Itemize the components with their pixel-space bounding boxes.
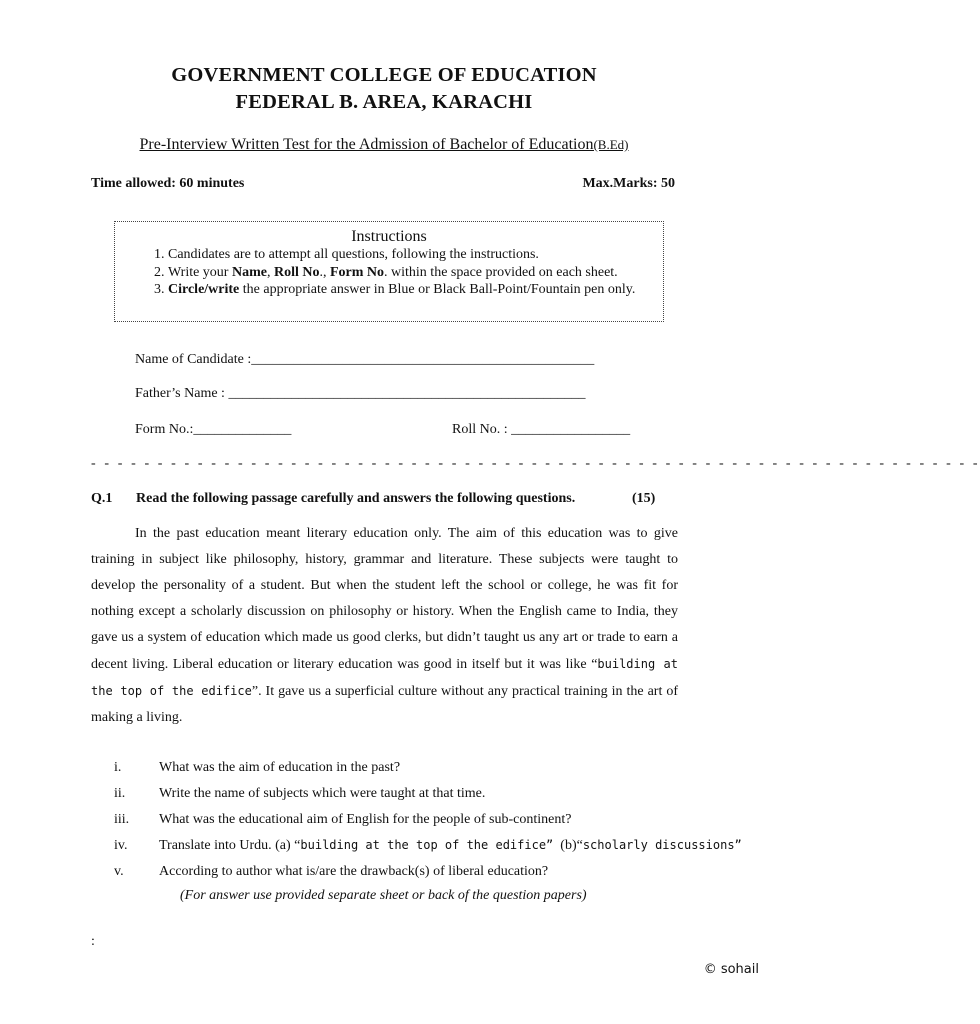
sub-question-quote: scholarly discussions” [582, 838, 742, 852]
copyright-mark: © sohail [703, 962, 759, 977]
reading-passage [91, 521, 678, 731]
sub-question-text: According to author what is/are the drawback(s) of liberal education? [159, 864, 549, 879]
instruction-text: the appropriate answer in Blue or Black Ball-Point/Fountain pen only. [239, 282, 636, 297]
instruction-text: Write your [168, 264, 232, 280]
cut-line-divider: - - - - - - - - - - - - - - - - - - - - - - - - - - - - - - - - - - - - - - - - - - - - - - - - - - - - - - - - - - - - - - - - - - - [91, 456, 980, 471]
instruction-item [168, 264, 688, 282]
instruction-text: . within the space provided on each sheet. [384, 264, 618, 280]
passage-text: ”. It gave us a superficial culture without any practical training in the art of making a living. [91, 684, 678, 725]
instruction-item: 1. Candidates are to attempt all questions, following the instructions. [168, 246, 688, 264]
sub-question-text: Write the name of subjects which were taught at that time. [159, 786, 486, 801]
time-allowed: Time allowed: 60 minutes [91, 176, 245, 191]
instruction-text: , [266, 264, 274, 280]
passage-quote: building at the top of the edifice [91, 657, 678, 698]
sub-question-part: Translate into Urdu. (a) “ [159, 838, 301, 853]
sub-question-text: What was the aim of education in the past? [159, 760, 401, 775]
instructions-title: Instructions [351, 228, 427, 245]
question-marks: (15) [632, 491, 656, 506]
question-text: Read the following passage carefully and answers the following questions. [136, 491, 576, 506]
form-no-field[interactable]: Form No.:______________ [135, 422, 292, 437]
sub-question-number: v. [114, 864, 124, 879]
instructions-box [114, 221, 664, 322]
father-name-field[interactable]: Father’s Name : ___________________________________________________ [135, 386, 586, 401]
question-number: Q.1 [91, 491, 113, 506]
test-subtitle [0, 136, 768, 154]
candidate-name-field[interactable]: Name of Candidate :_________________________________________________ [135, 352, 595, 367]
instructions-list [115, 246, 688, 299]
instruction-bold: Form No [329, 264, 385, 280]
instruction-bold: Name [231, 264, 267, 280]
subtitle-degree: (B.Ed) [593, 137, 629, 152]
answer-note: (For answer use provided separate sheet or back of the question papers) [180, 888, 587, 903]
college-address: FEDERAL B. AREA, KARACHI [235, 91, 533, 113]
sub-question-number: ii. [114, 786, 126, 801]
sub-question-number: i. [114, 760, 122, 775]
passage-text: In the past education meant literary education only. The aim of this education was to give training in subject like philosophy, history, grammar and literature. These subjects were taught to develop the personality of a student. But when the student left the school or college, he was fit for nothing except a scholarly discussion on philosophy or history. When the English came to India, they gave us a system of education which made us good clerks, but didn’t taught us any art or trade to earn a decent living. Liberal education or literary education was good in itself but it was like “ [91, 526, 678, 672]
max-marks: Max.Marks: 50 [582, 176, 675, 191]
instruction-bold: Circle/write [168, 282, 240, 297]
sub-question-quote: building at the top of the edifice” [300, 838, 554, 852]
roll-no-field[interactable]: Roll No. : _________________ [452, 422, 631, 437]
stray-colon: : [91, 934, 95, 949]
instruction-text: ., [319, 264, 330, 280]
sub-question-text [159, 838, 742, 854]
instruction-bold: Roll No [273, 264, 320, 280]
instruction-item [168, 281, 688, 299]
sub-question-text: What was the educational aim of English for the people of sub-continent? [159, 812, 572, 827]
sub-question-number: iv. [114, 838, 128, 853]
subtitle-main: Pre-Interview Written Test for the Admission of Bachelor of Education [139, 136, 594, 153]
college-name: GOVERNMENT COLLEGE OF EDUCATION [171, 64, 597, 86]
sub-question-number: iii. [114, 812, 130, 827]
sub-question-part: (b)“ [553, 838, 583, 853]
